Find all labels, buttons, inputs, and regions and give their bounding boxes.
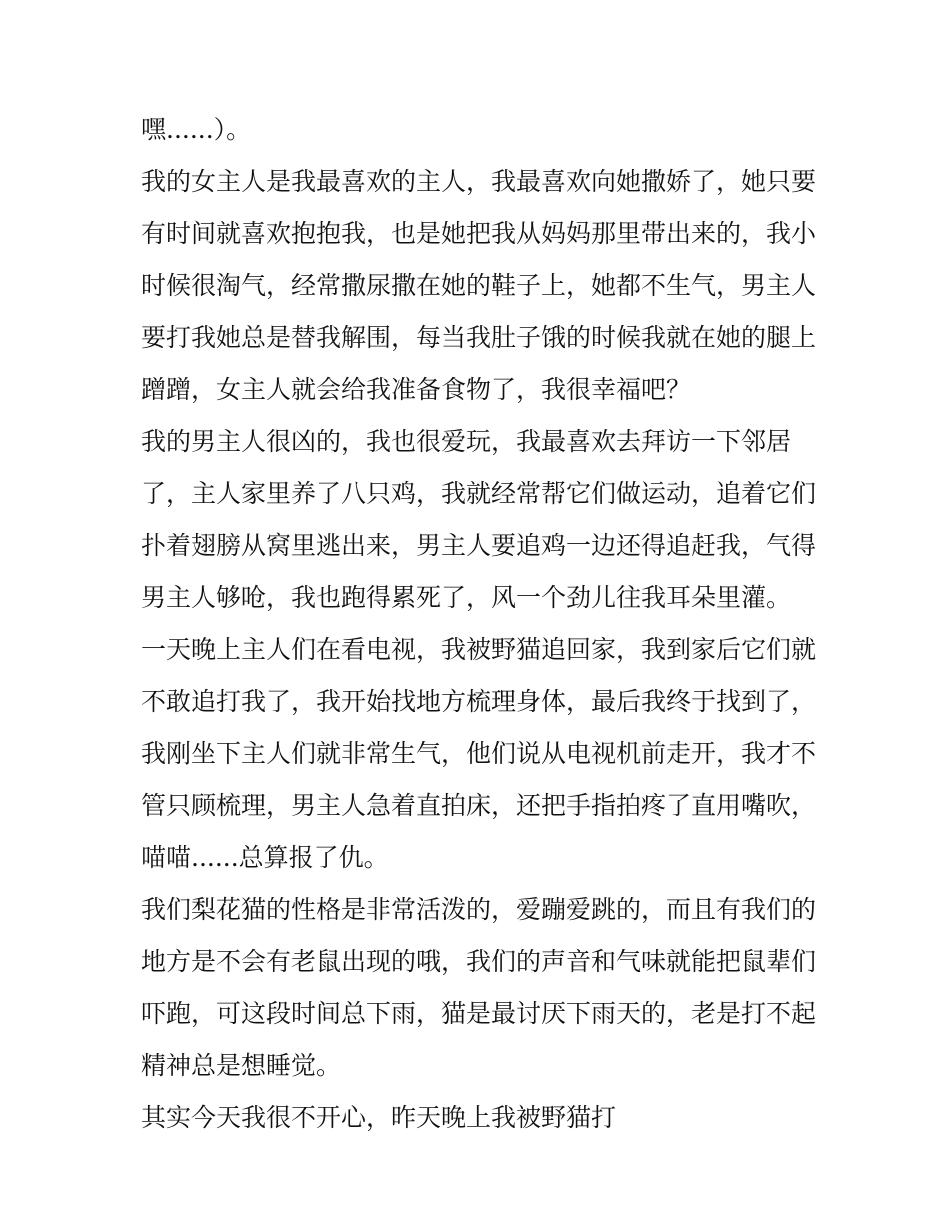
paragraph-1-line-1: 嘿......）。 <box>141 115 252 144</box>
paragraph-2-line-5: 蹭蹭，女主人就会给我准备食物了，我很幸福吧？ <box>141 375 692 404</box>
paragraph-4-line-3: 我刚坐下主人们就非常生气，他们说从电视机前走开，我才不 <box>141 739 817 768</box>
paragraph-3-line-3: 扑着翅膀从窝里逃出来，男主人要追鸡一边还得追赶我，气得 <box>141 531 817 560</box>
paragraph-6-line-1: 其实今天我很不开心，昨天晚上我被野猫打 <box>141 1103 617 1132</box>
paragraph-3-line-4: 男主人够呛，我也跑得累死了，风一个劲儿往我耳朵里灌。 <box>141 583 792 612</box>
paragraph-4-line-5: 喵喵......总算报了仇。 <box>141 843 389 872</box>
paragraph-4-line-4: 管只顾梳理，男主人急着直拍床，还把手指拍疼了直用嘴吹， <box>141 791 817 820</box>
paragraph-4-line-1: 一天晚上主人们在看电视，我被野猫追回家，我到家后它们就 <box>141 635 817 664</box>
paragraph-5-line-4: 精神总是想睡觉。 <box>141 1051 342 1080</box>
paragraph-5-line-1: 我们梨花猫的性格是非常活泼的，爱蹦爱跳的，而且有我们的 <box>141 895 817 924</box>
paragraph-2-line-2: 有时间就喜欢抱抱我，也是她把我从妈妈那里带出来的，我小 <box>141 219 817 248</box>
paragraph-2-line-4: 要打我她总是替我解围，每当我肚子饿的时候我就在她的腿上 <box>141 323 817 352</box>
paragraph-2-line-1: 我的女主人是我最喜欢的主人，我最喜欢向她撒娇了，她只要 <box>141 167 817 196</box>
paragraph-5-line-2: 地方是不会有老鼠出现的哦，我们的声音和气味就能把鼠辈们 <box>141 947 817 976</box>
paragraph-4-line-2: 不敢追打我了，我开始找地方梳理身体，最后我终于找到了， <box>141 687 817 716</box>
paragraph-3-line-1: 我的男主人很凶的，我也很爱玩，我最喜欢去拜访一下邻居 <box>141 427 792 456</box>
paragraph-3-line-2: 了，主人家里养了八只鸡，我就经常帮它们做运动，追着它们 <box>141 479 817 508</box>
paragraph-2-line-3: 时候很淘气，经常撒尿撒在她的鞋子上，她都不生气，男主人 <box>141 271 817 300</box>
paragraph-5-line-3: 吓跑，可这段时间总下雨，猫是最讨厌下雨天的，老是打不起 <box>141 999 817 1028</box>
